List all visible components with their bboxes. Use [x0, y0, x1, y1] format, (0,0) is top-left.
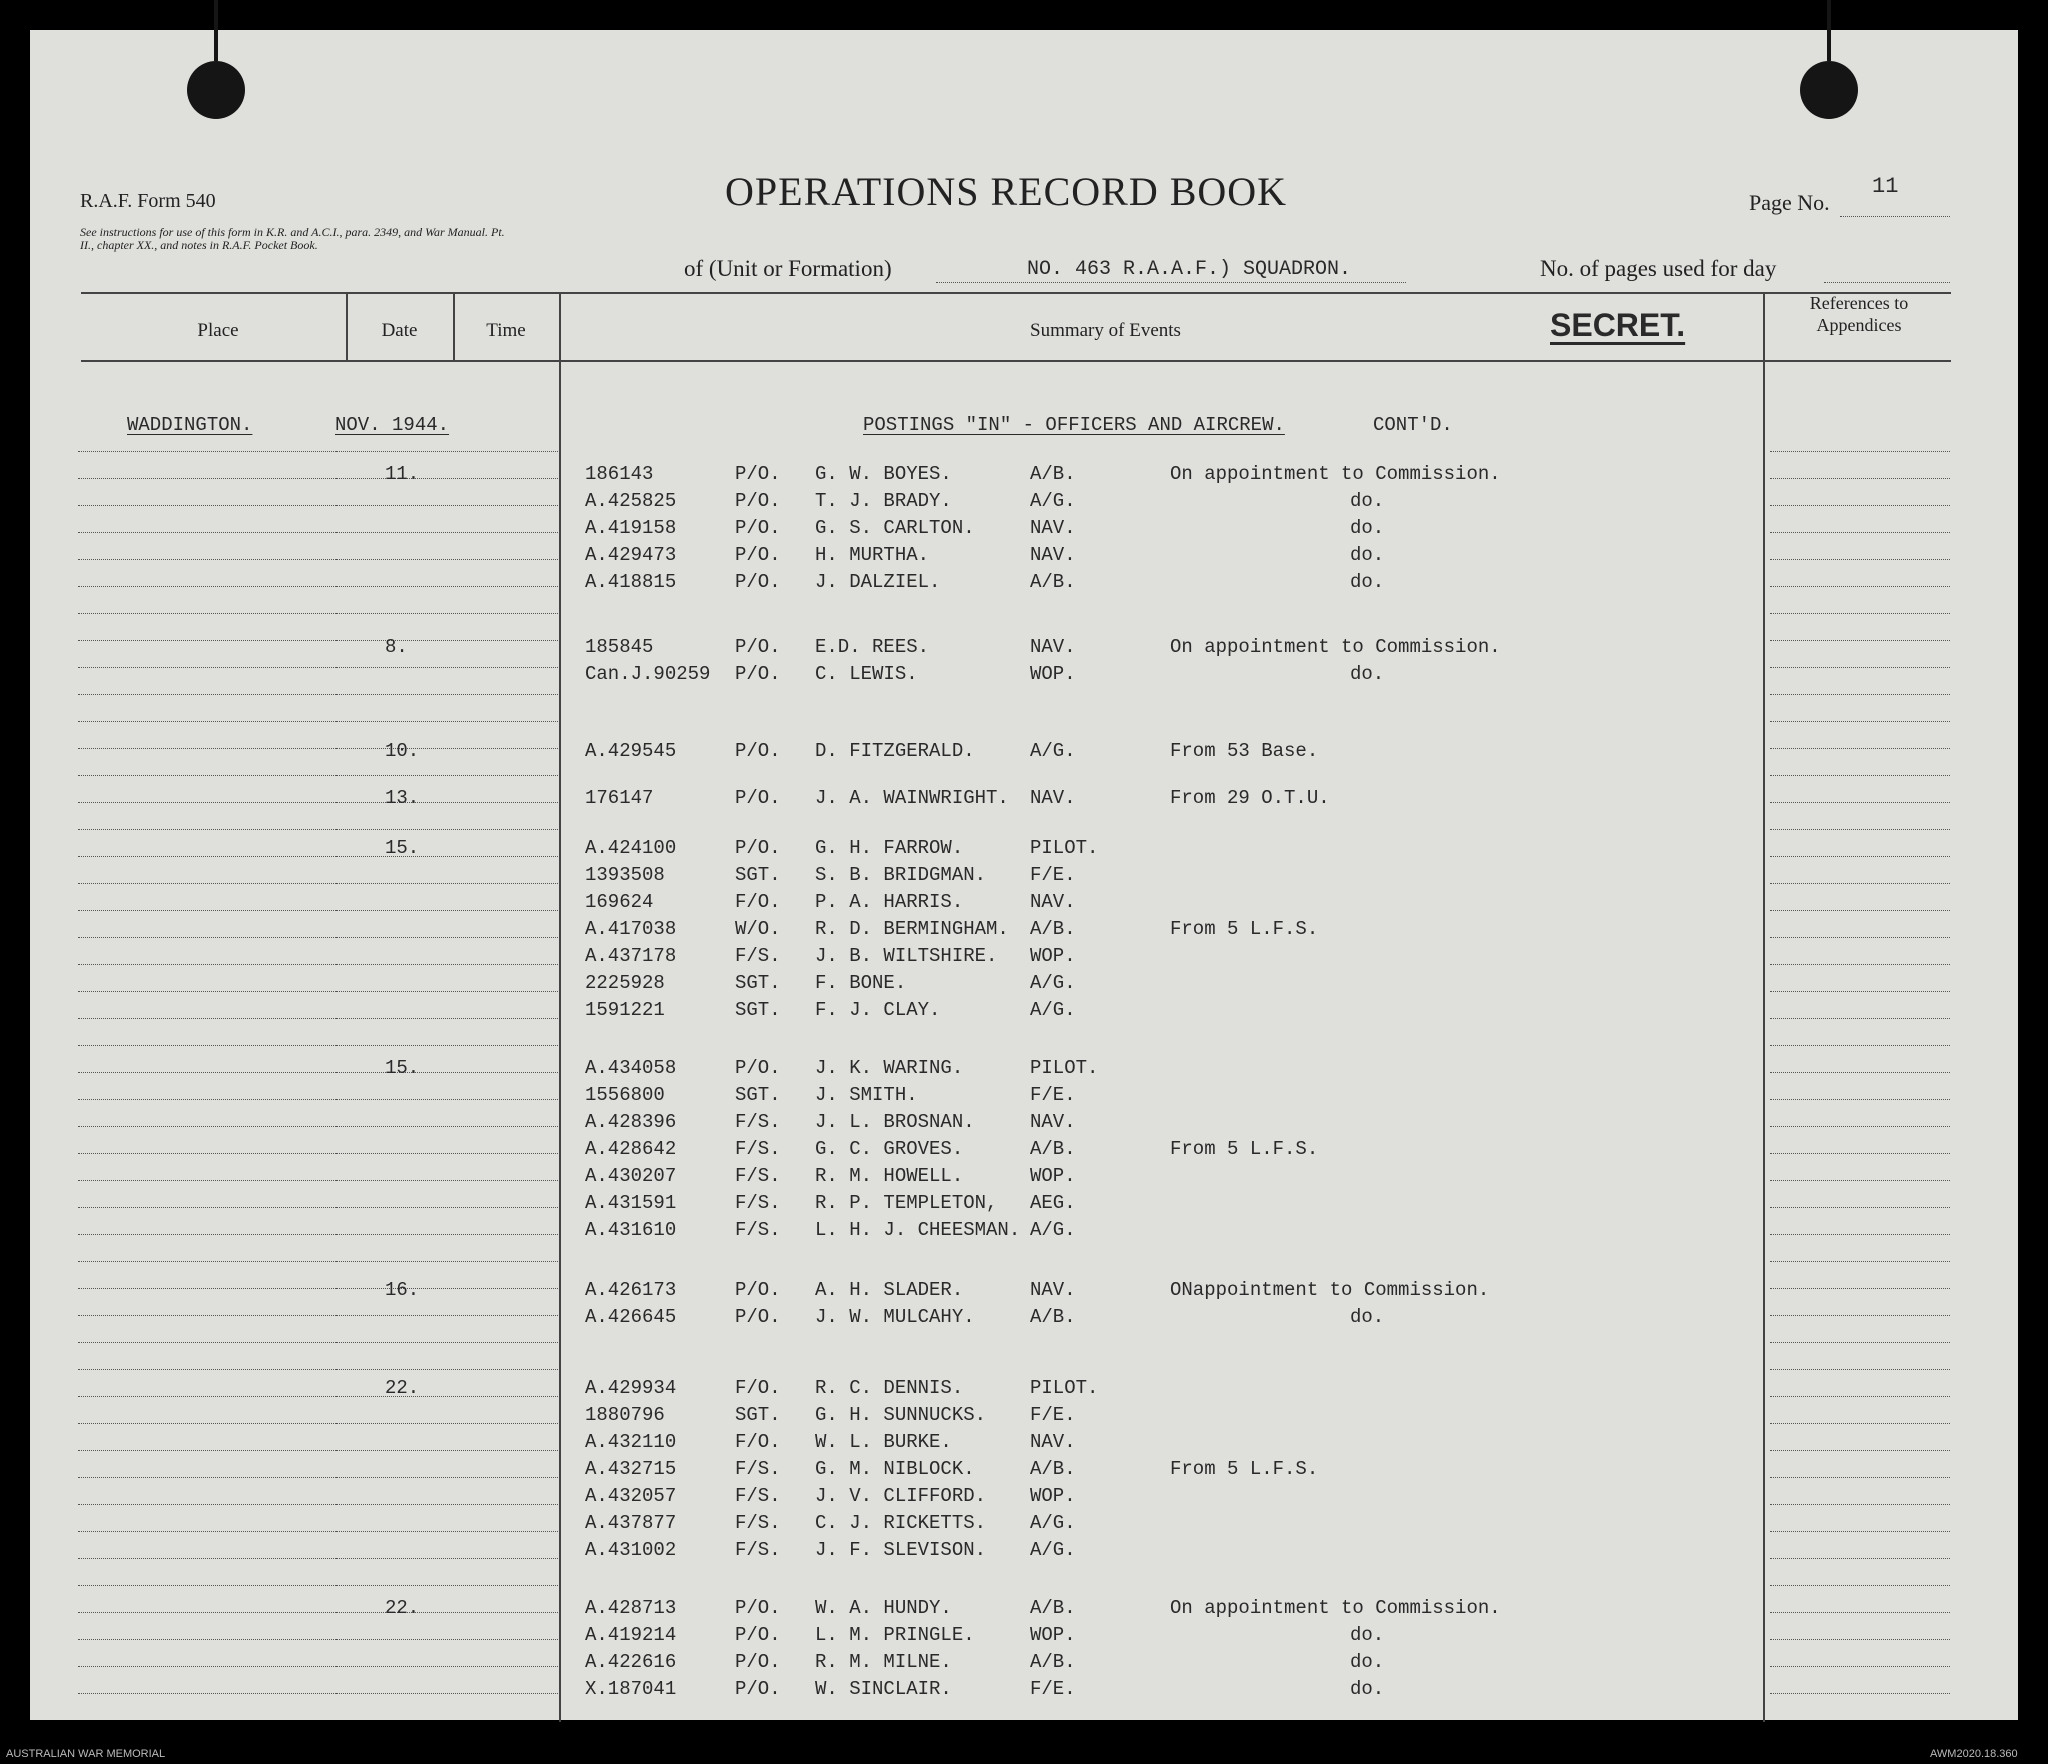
- person-name: G. M. NIBLOCK.: [815, 1458, 975, 1480]
- service-number: A.429473: [585, 544, 677, 566]
- person-name: T. J. BRADY.: [815, 490, 952, 512]
- person-name: L. M. PRINGLE.: [815, 1624, 975, 1646]
- rank: F/S.: [735, 1111, 781, 1133]
- rank: P/O.: [735, 463, 781, 485]
- person-name: J. W. MULCAHY.: [815, 1306, 975, 1328]
- rank: F/S.: [735, 1165, 781, 1187]
- person-name: C. LEWIS.: [815, 663, 918, 685]
- service-number: A.432057: [585, 1485, 677, 1507]
- remark: From 5 L.F.S.: [1170, 918, 1319, 940]
- page-no-value: 11: [1872, 174, 1899, 199]
- trade: F/E.: [1030, 864, 1076, 886]
- remark: do.: [1350, 544, 1385, 566]
- remark: ONappointment to Commission.: [1170, 1279, 1490, 1301]
- person-name: D. FITZGERALD.: [815, 740, 975, 762]
- trade: A/B.: [1030, 571, 1076, 593]
- trade: A/G.: [1030, 972, 1076, 994]
- date-cell: 8.: [385, 636, 408, 658]
- rank: SGT.: [735, 999, 781, 1021]
- unit-label: of (Unit or Formation): [684, 256, 892, 281]
- punch-hole-left: [187, 61, 245, 119]
- rank: F/O.: [735, 1431, 781, 1453]
- rank: P/O.: [735, 1279, 781, 1301]
- person-name: J. A. WAINWRIGHT.: [815, 787, 1009, 809]
- person-name: R. D. BERMINGHAM.: [815, 918, 1009, 940]
- service-number: A.429545: [585, 740, 677, 762]
- trade: A/B.: [1030, 1138, 1076, 1160]
- service-number: A.426645: [585, 1306, 677, 1328]
- month-cell: NOV. 1944.: [335, 414, 450, 436]
- col-place: Place: [197, 320, 239, 341]
- rank: F/S.: [735, 1219, 781, 1241]
- rank: SGT.: [735, 864, 781, 886]
- service-number: A.431591: [585, 1192, 677, 1214]
- service-number: A.428642: [585, 1138, 677, 1160]
- service-number: A.430207: [585, 1165, 677, 1187]
- trade: NAV.: [1030, 1111, 1076, 1133]
- rank: W/O.: [735, 918, 781, 940]
- pages-used-label: No. of pages used for day: [1540, 256, 1777, 281]
- service-number: A.432110: [585, 1431, 677, 1453]
- trade: A/B.: [1030, 463, 1076, 485]
- remark: From 5 L.F.S.: [1170, 1138, 1319, 1160]
- service-number: A.428713: [585, 1597, 677, 1619]
- trade: WOP.: [1030, 663, 1076, 685]
- rank: P/O.: [735, 663, 781, 685]
- page-no-label: Page No.: [1749, 190, 1830, 215]
- date-cell: 16.: [385, 1279, 420, 1301]
- person-name: W. SINCLAIR.: [815, 1678, 952, 1700]
- date-cell: 15.: [385, 1057, 420, 1079]
- person-name: R. M. MILNE.: [815, 1651, 952, 1673]
- page-title: OPERATIONS RECORD BOOK: [725, 169, 1288, 214]
- rank: P/O.: [735, 544, 781, 566]
- form-instructions: See instructions for use of this form in K.R. and A.C.I., para. 2349, and War Manual. Pt. II., chapter XX., and notes in R.A.F. Pocket Book.: [80, 225, 505, 252]
- person-name: P. A. HARRIS.: [815, 891, 964, 913]
- trade: A/B.: [1030, 1306, 1076, 1328]
- person-name: A. H. SLADER.: [815, 1279, 964, 1301]
- rank: P/O.: [735, 1597, 781, 1619]
- trade: F/E.: [1030, 1678, 1076, 1700]
- service-number: 169624: [585, 891, 654, 913]
- trade: A/B.: [1030, 918, 1076, 940]
- person-name: R. M. HOWELL.: [815, 1165, 964, 1187]
- rank: F/S.: [735, 1485, 781, 1507]
- trade: NAV.: [1030, 544, 1076, 566]
- trade: PILOT.: [1030, 1377, 1099, 1399]
- service-number: A.426173: [585, 1279, 677, 1301]
- remark: do.: [1350, 517, 1385, 539]
- service-number: A.422616: [585, 1651, 677, 1673]
- service-number: 1591221: [585, 999, 665, 1021]
- service-number: A.417038: [585, 918, 677, 940]
- remark: do.: [1350, 1651, 1385, 1673]
- service-number: A.432715: [585, 1458, 677, 1480]
- form-number: R.A.F. Form 540: [80, 190, 216, 212]
- date-cell: 22.: [385, 1597, 420, 1619]
- person-name: J. K. WARING.: [815, 1057, 964, 1079]
- trade: WOP.: [1030, 1165, 1076, 1187]
- service-number: A.434058: [585, 1057, 677, 1079]
- rank: P/O.: [735, 490, 781, 512]
- trade: A/G.: [1030, 490, 1076, 512]
- service-number: 185845: [585, 636, 654, 658]
- trade: WOP.: [1030, 945, 1076, 967]
- service-number: 186143: [585, 463, 654, 485]
- trade: NAV.: [1030, 517, 1076, 539]
- rank: P/O.: [735, 837, 781, 859]
- rank: P/O.: [735, 1624, 781, 1646]
- rank: P/O.: [735, 636, 781, 658]
- service-number: A.425825: [585, 490, 677, 512]
- trade: F/E.: [1030, 1404, 1076, 1426]
- trade: A/B.: [1030, 1651, 1076, 1673]
- rank: F/S.: [735, 945, 781, 967]
- remark: On appointment to Commission.: [1170, 463, 1501, 485]
- trade: A/G.: [1030, 1539, 1076, 1561]
- service-number: 1393508: [585, 864, 665, 886]
- remark: do.: [1350, 571, 1385, 593]
- trade: AEG.: [1030, 1192, 1076, 1214]
- person-name: F. BONE.: [815, 972, 907, 994]
- rank: P/O.: [735, 571, 781, 593]
- service-number: A.437178: [585, 945, 677, 967]
- person-name: E.D. REES.: [815, 636, 930, 658]
- person-name: R. C. DENNIS.: [815, 1377, 964, 1399]
- col-summary: Summary of Events: [1030, 320, 1181, 341]
- rank: P/O.: [735, 787, 781, 809]
- person-name: F. J. CLAY.: [815, 999, 941, 1021]
- person-name: W. L. BURKE.: [815, 1431, 952, 1453]
- remark: From 29 O.T.U.: [1170, 787, 1330, 809]
- contd-label: CONT'D.: [1373, 414, 1453, 436]
- person-name: G. W. BOYES.: [815, 463, 952, 485]
- trade: PILOT.: [1030, 1057, 1099, 1079]
- service-number: A.429934: [585, 1377, 677, 1399]
- trade: A/B.: [1030, 1458, 1076, 1480]
- person-name: R. P. TEMPLETON,: [815, 1192, 998, 1214]
- trade: NAV.: [1030, 787, 1076, 809]
- remark: do.: [1350, 1624, 1385, 1646]
- trade: WOP.: [1030, 1624, 1076, 1646]
- trade: NAV.: [1030, 1431, 1076, 1453]
- person-name: S. B. BRIDGMAN.: [815, 864, 987, 886]
- date-cell: 22.: [385, 1377, 420, 1399]
- person-name: G. C. GROVES.: [815, 1138, 964, 1160]
- service-number: 2225928: [585, 972, 665, 994]
- remark: do.: [1350, 1306, 1385, 1328]
- rank: F/S.: [735, 1192, 781, 1214]
- remark: From 5 L.F.S.: [1170, 1458, 1319, 1480]
- service-number: A.419158: [585, 517, 677, 539]
- col-date: Date: [381, 320, 418, 341]
- rank: F/S.: [735, 1512, 781, 1534]
- service-number: A.418815: [585, 571, 677, 593]
- trade: F/E.: [1030, 1084, 1076, 1106]
- trade: A/G.: [1030, 740, 1076, 762]
- person-name: L. H. J. CHEESMAN.: [815, 1219, 1021, 1241]
- person-name: J. SMITH.: [815, 1084, 918, 1106]
- punch-hole-right: [1800, 61, 1858, 119]
- service-number: A.431610: [585, 1219, 677, 1241]
- rank: SGT.: [735, 1084, 781, 1106]
- section-heading: POSTINGS "IN" - OFFICERS AND AIRCREW.: [863, 414, 1285, 436]
- col-references: References to Appendices: [1809, 293, 1909, 335]
- rank: F/O.: [735, 1377, 781, 1399]
- person-name: G. H. SUNNUCKS.: [815, 1404, 987, 1426]
- date-cell: 13.: [385, 787, 420, 809]
- place-cell: WADDINGTON.: [127, 414, 253, 436]
- rank: P/O.: [735, 1678, 781, 1700]
- remark: On appointment to Commission.: [1170, 636, 1501, 658]
- rank: F/S.: [735, 1138, 781, 1160]
- rank: F/S.: [735, 1539, 781, 1561]
- person-name: J. V. CLIFFORD.: [815, 1485, 987, 1507]
- person-name: J. L. BROSNAN.: [815, 1111, 975, 1133]
- service-number: X.187041: [585, 1678, 677, 1700]
- trade: NAV.: [1030, 1279, 1076, 1301]
- service-number: A.424100: [585, 837, 677, 859]
- archive-credit: AUSTRALIAN WAR MEMORIAL: [6, 1748, 166, 1760]
- person-name: W. A. HUNDY.: [815, 1597, 952, 1619]
- trade: A/B.: [1030, 1597, 1076, 1619]
- date-cell: 10.: [385, 740, 420, 762]
- service-number: A.428396: [585, 1111, 677, 1133]
- col-time: Time: [486, 320, 526, 341]
- archive-reference: AWM2020.18.360: [1930, 1748, 2018, 1760]
- trade: A/G.: [1030, 1512, 1076, 1534]
- person-name: G. S. CARLTON.: [815, 517, 975, 539]
- service-number: A.419214: [585, 1624, 677, 1646]
- person-name: J. B. WILTSHIRE.: [815, 945, 998, 967]
- rank: F/O.: [735, 891, 781, 913]
- person-name: H. MURTHA.: [815, 544, 930, 566]
- rank: SGT.: [735, 972, 781, 994]
- date-cell: 15.: [385, 837, 420, 859]
- rank: P/O.: [735, 1306, 781, 1328]
- remark: do.: [1350, 490, 1385, 512]
- rank: P/O.: [735, 517, 781, 539]
- trade: A/G.: [1030, 1219, 1076, 1241]
- trade: A/G.: [1030, 999, 1076, 1021]
- service-number: 1556800: [585, 1084, 665, 1106]
- rank: F/S.: [735, 1458, 781, 1480]
- remark: On appointment to Commission.: [1170, 1597, 1501, 1619]
- person-name: G. H. FARROW.: [815, 837, 964, 859]
- rank: SGT.: [735, 1404, 781, 1426]
- rank: P/O.: [735, 740, 781, 762]
- service-number: A.431002: [585, 1539, 677, 1561]
- trade: NAV.: [1030, 891, 1076, 913]
- rank: P/O.: [735, 1651, 781, 1673]
- remark: do.: [1350, 1678, 1385, 1700]
- person-name: J. F. SLEVISON.: [815, 1539, 987, 1561]
- rank: P/O.: [735, 1057, 781, 1079]
- person-name: J. DALZIEL.: [815, 571, 941, 593]
- trade: PILOT.: [1030, 837, 1099, 859]
- secret-stamp: SECRET.: [1550, 307, 1686, 343]
- trade: WOP.: [1030, 1485, 1076, 1507]
- document-page: [30, 30, 2018, 1720]
- date-cell: 11.: [385, 463, 420, 485]
- trade: NAV.: [1030, 636, 1076, 658]
- remark: do.: [1350, 663, 1385, 685]
- service-number: A.437877: [585, 1512, 677, 1534]
- service-number: 1880796: [585, 1404, 665, 1426]
- person-name: C. J. RICKETTS.: [815, 1512, 987, 1534]
- service-number: 176147: [585, 787, 654, 809]
- unit-value: NO. 463 R.A.A.F.) SQUADRON.: [1027, 258, 1352, 281]
- service-number: Can.J.90259: [585, 663, 711, 685]
- remark: From 53 Base.: [1170, 740, 1319, 762]
